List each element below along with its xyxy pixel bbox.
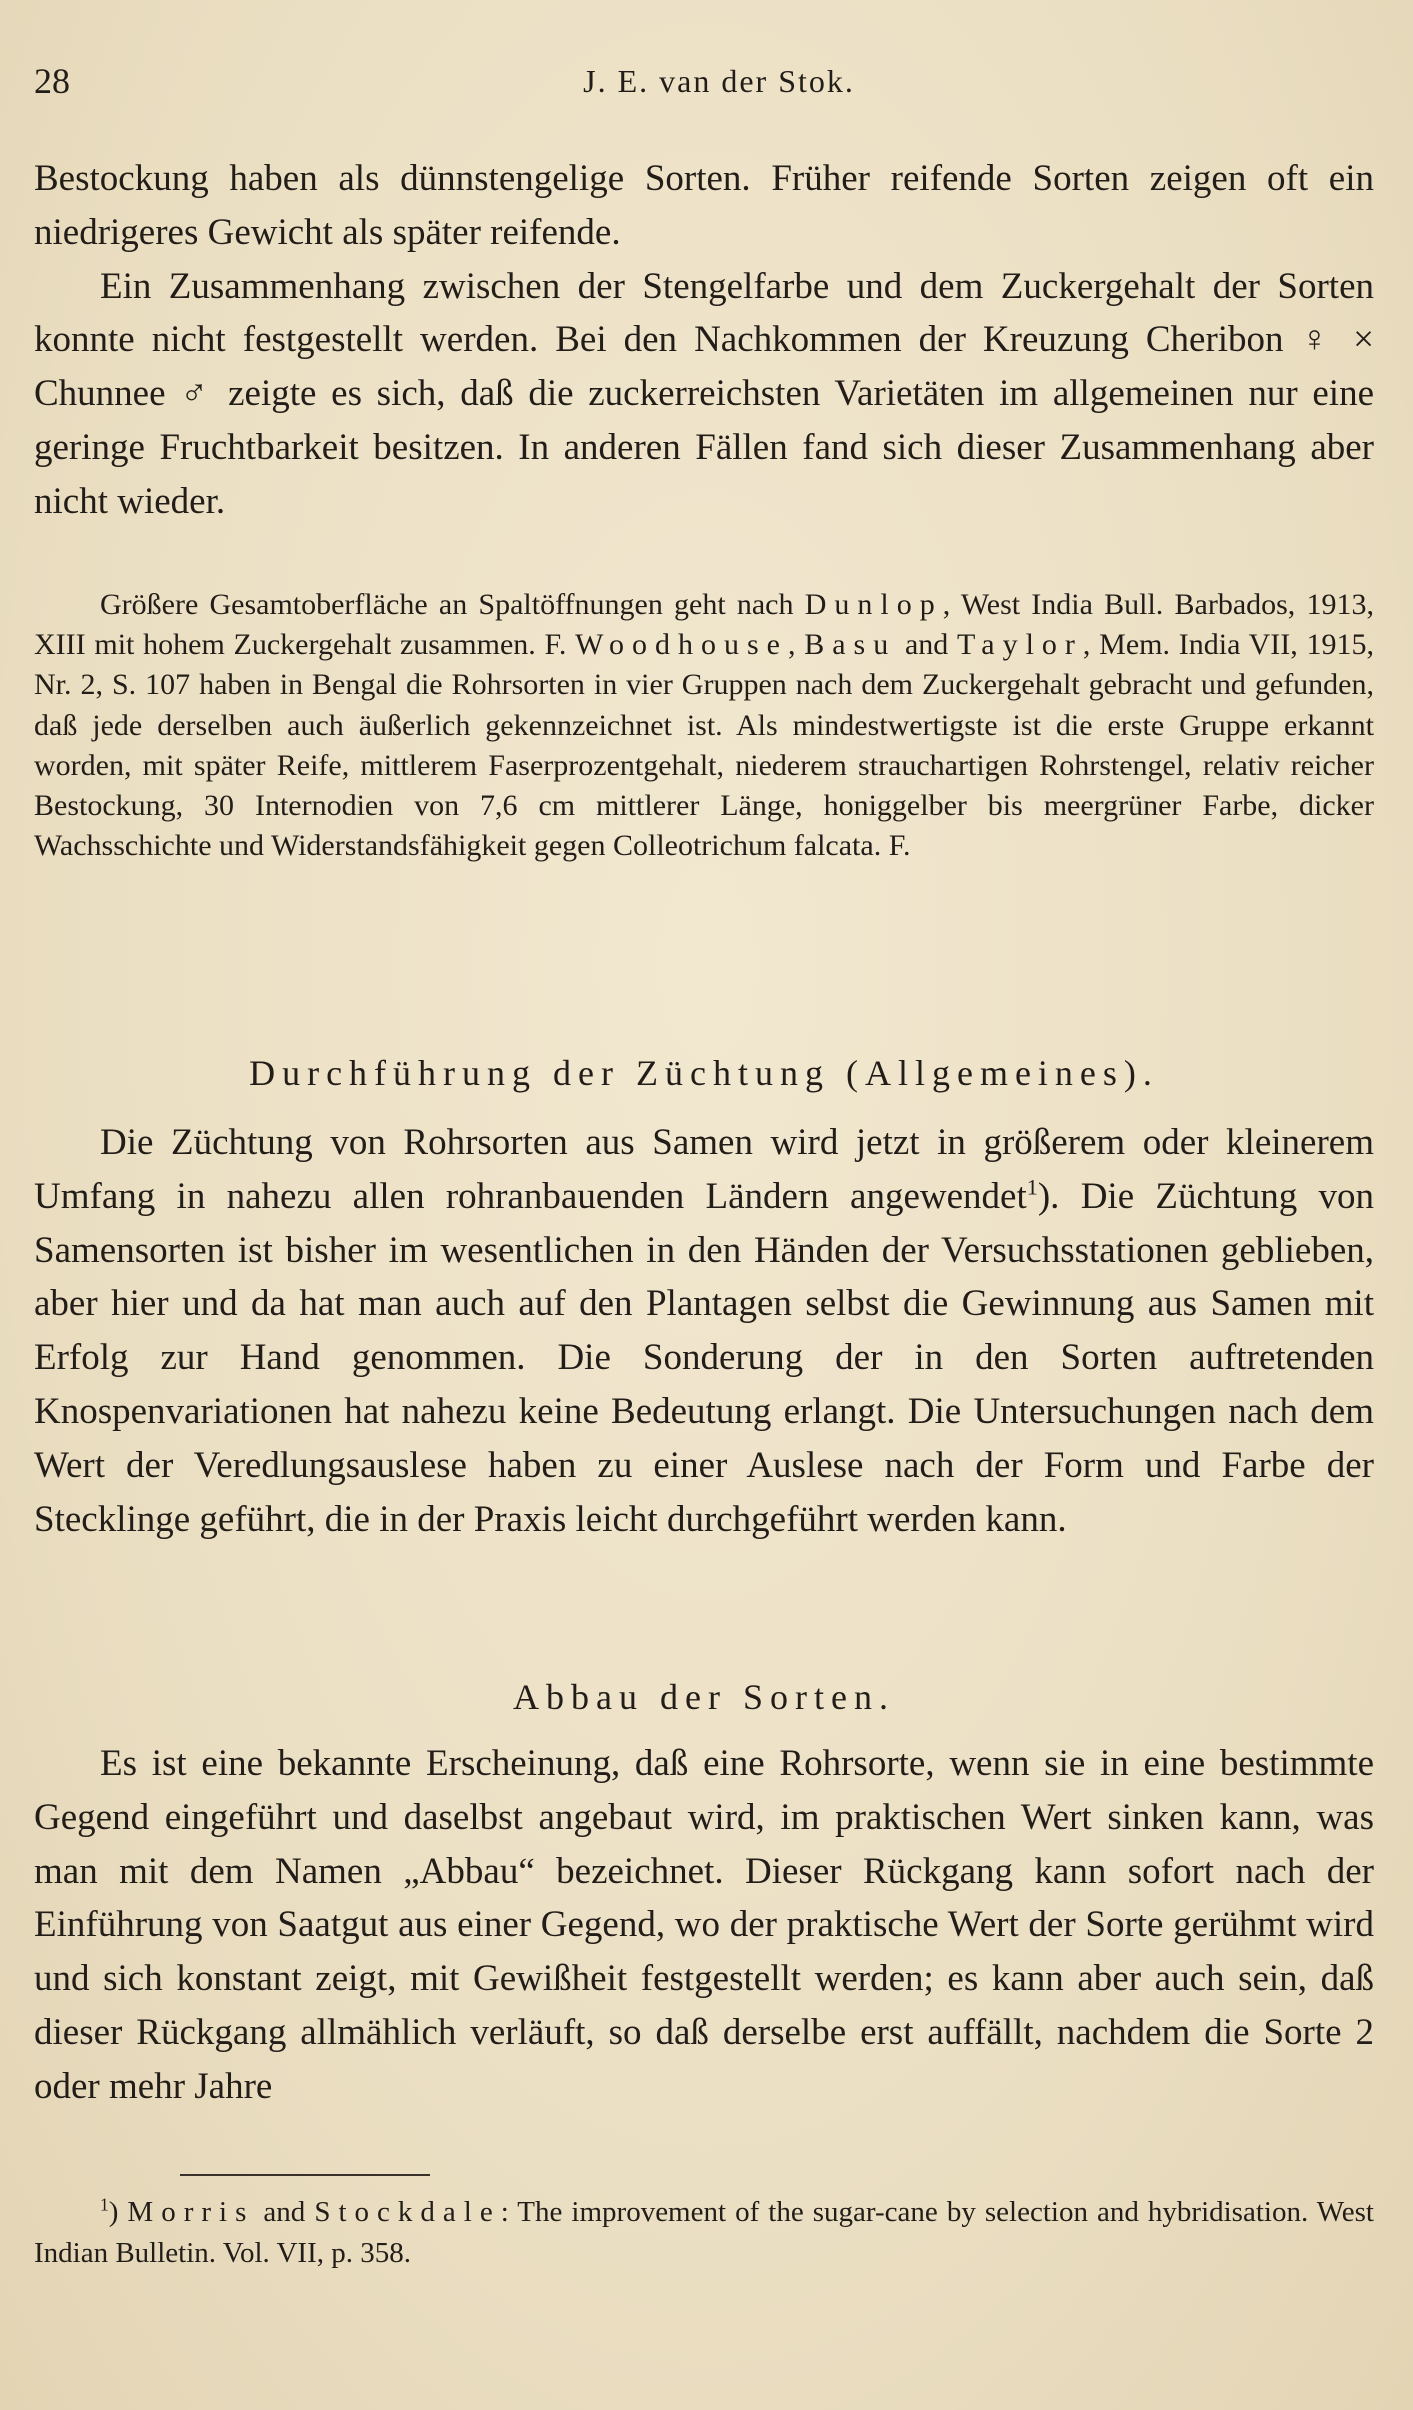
footnote-author-morris: Morris <box>127 2196 255 2228</box>
footnote-reference: 1 <box>1026 1174 1038 1200</box>
page-number: 28 <box>34 61 70 101</box>
footnote-marker: 1 <box>100 2194 109 2215</box>
section-heading-abbau: Abbau der Sorten. <box>513 1677 895 1717</box>
body-block-bottom <box>34 1737 1374 2114</box>
paragraph-stem-color: Ein Zusammenhang zwischen der Stengelfarbe und dem Zuckergehalt der Sorten konnte nicht festgestellt werden. Bei den Nachkommen der Kreuzung Cheribon ♀ × Chunnee ♂ zeigte es sich, daß die zuckerreichsten Varietäten im allgemeinen nur eine geringe Fruchtbarkeit besitzen. In anderen Fällen fand sich dieser Zusammenhang aber nicht wieder. <box>34 265 1374 522</box>
page-header <box>34 58 1374 104</box>
author-dunlop: Dunlop <box>804 588 943 621</box>
paragraph-continuation: Bestockung haben als dünnstengelige Sorten. Früher reifende Sorten zeigen oft ein niedrigeres Gewicht als später reifende. <box>34 158 1374 253</box>
author-taylor: Taylor <box>957 628 1083 662</box>
footnote <box>34 2192 1374 2274</box>
footnote-author-stockdale: Stockdale <box>314 2196 501 2228</box>
footnote-divider <box>180 2174 430 2176</box>
paragraph-degeneration: Es ist eine bekannte Erscheinung, daß eine Rohrsorte, wenn sie in eine bestimmte Gegend eingeführt und daselbst angebaut wird, im praktischen Wert sinken kann, was man mit dem Namen „Abbau“ bezeichnet. Dieser Rückgang kann sofort nach der Einführung von Saatgut aus einer Gegend, wo der praktische Wert der Sorte gerühmt wird und sich konstant zeigt, mit Gewißheit festgestellt werden; es kann aber auch sein, daß dieser Rückgang allmählich verläuft, so daß derselbe erst auffällt, nachdem die Sorte 2 oder mehr Jahre <box>34 1743 1374 2107</box>
author-basu: Basu <box>804 628 897 662</box>
small-print-note <box>34 585 1374 866</box>
body-block-top <box>34 152 1374 529</box>
author-woodhouse: Woodhouse <box>575 628 788 662</box>
small-note-text: Größere Gesamtoberfläche an Spaltöffnungen geht nach Dunlop, West India Bull. Barbados, 1913, XIII mit hohem Zuckergehalt zusammen. F. Woodhouse, Basu and Taylor, Mem. India VII, 1915, Nr. 2, S. 107 haben in Bengal die Rohrsorten in vier Gruppen nach dem Zuckergehalt gebracht und gefunden, daß jede derselben auch äußerlich gekennzeichnet ist. Als mindestwertigste ist die erste Gruppe erkannt worden, mit später Reife, mittlerem Faserprozentgehalt, niederem strauchartigen Rohrstengel, relativ reicher Bestockung, 30 Internodien von 7,6 cm mittlerer Länge, honiggelber bis meergrüner Farbe, dicker Wachsschichte und Widerstandsfähigkeit gegen Colleotrichum falcata. F. <box>34 588 1375 863</box>
running-title: J. E. van der Stok. <box>583 63 855 99</box>
footnote-text: $^1$) Morris and Stockdale: The improvement of the sugar-cane by selection and hybridisation. West Indian Bulletin. Vol. VII, p. 358. <box>34 2194 1374 2269</box>
body-block-middle <box>34 1116 1374 1546</box>
paragraph-breeding: Die Züchtung von Rohrsorten aus Samen wird jetzt in größerem oder kleinerem Umfang in nahezu allen rohranbauenden Ländern angewendet$^1$). Die Züchtung von Samensorten ist bisher im wesentlichen in den Händen der Versuchsstationen geblieben, aber hier und da hat man auch auf den Plantagen selbst die Gewinnung aus Samen mit Erfolg zur Hand genommen. Die Sonderung der in den Sorten auftretenden Knospenvariationen hat nahezu keine Bedeutung erlangt. Die Untersuchungen nach dem Wert der Veredlungsauslese haben zu einer Auslese nach der Form und Farbe der Stecklinge geführt, die in der Praxis leicht durchgeführt werden kann. <box>34 1122 1375 1540</box>
section-heading-durchfuehrung: Durchführung der Züchtung (Allgemeines). <box>249 1053 1159 1093</box>
